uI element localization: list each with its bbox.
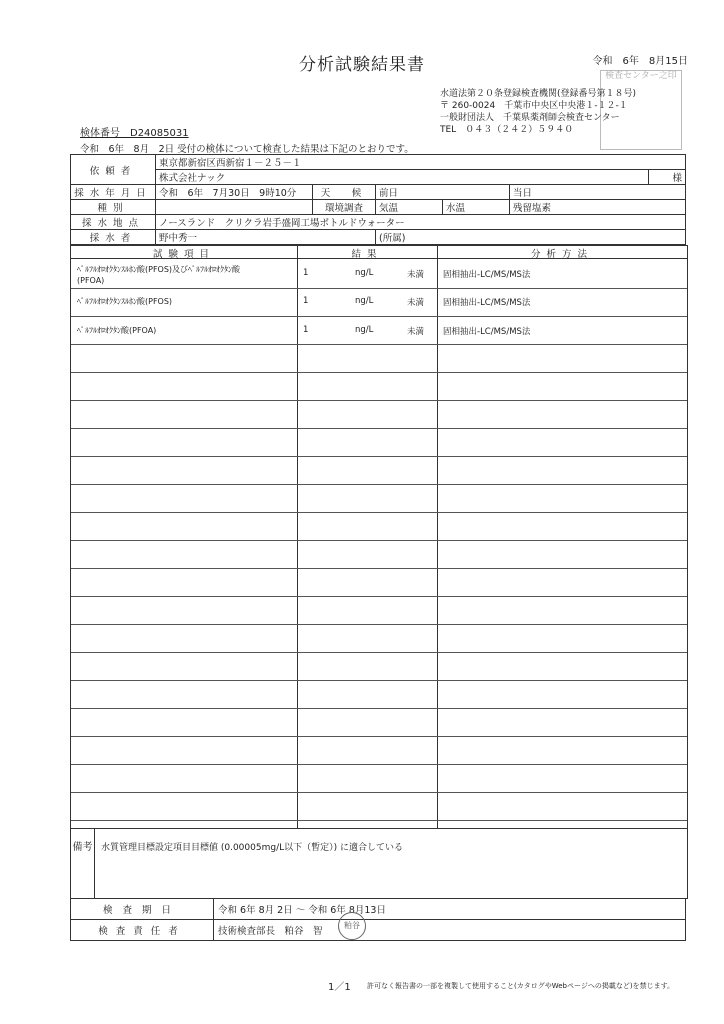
test-item: ﾍﾟﾙﾌﾙｵﾛｵｸﾀﾝｽﾙﾎﾝ酸(PFOS) [77,297,173,306]
method: 固相抽出-LC/MS/MS法 [443,270,531,280]
client-address: 東京都新宿区西新宿１－２５－１ [156,155,686,170]
copy-notice: 許可なく報告書の一部を複製して使用すること(カタログやWebページへの掲載など)を禁じます。 [367,982,675,990]
column-divider [437,246,438,828]
client-label: 依頼者 [71,155,156,185]
water-temp: 水温 [443,200,510,215]
issuer-line: 〒 260-0024 千葉市中央区中央港１-１２-１ [440,101,628,111]
test-item: ﾍﾟﾙﾌﾙｵﾛｵｸﾀﾝ酸(PFOA) [77,326,157,335]
row-rule [71,820,687,821]
remarks-label: 備考 [71,828,95,898]
remarks-text: 水質管理目標設定項目目標値 (0.00005mg/L以下（暫定）) に適合している [101,843,403,853]
responsible: 技術検査部長 粕谷 智 [214,920,686,941]
type-value [156,200,313,215]
footer-table [70,898,686,941]
sample-info-table [70,154,686,245]
organization-stamp: 検査センター之印 [600,70,682,150]
row-rule [71,568,687,569]
row-rule [71,596,687,597]
client-name: 株式会社ナック [156,170,649,185]
period-label: 検査期日 [71,899,214,920]
period: 令和 6年 8月 2日 ～ 令和 6年 8月13日 [214,899,686,920]
intro-text: 令和 6年 8月 2日 受付の検体について検査した結果は下記のとおりです。 [80,144,414,155]
row-rule [71,540,687,541]
method: 固相抽出-LC/MS/MS法 [443,298,531,308]
column-divider [297,246,298,828]
header-method: 分析方法 [437,246,687,259]
row-rule [71,484,687,485]
test-item: ﾍﾟﾙﾌﾙｵﾛｵｸﾀﾝｽﾙﾎﾝ酸(PFOS)及びﾍﾟﾙﾌﾙｵﾛｵｸﾀﾝ酸 (PFOA) [77,265,241,285]
issuer-line: TEL ０４３（２４２）５９４０ [440,125,574,135]
row-rule [71,372,687,373]
row-rule [71,764,687,765]
header-result: 結果 [297,246,437,259]
sampler: 野中秀一 [156,230,376,245]
row-rule [71,512,687,513]
personal-seal: 粕谷 [338,912,366,940]
issuer-block [440,88,636,136]
env-label: 環境調査 [313,200,376,215]
client-suffix: 様 [649,170,686,185]
row-rule [71,624,687,625]
row-rule [71,708,687,709]
affiliation: (所属) [376,230,686,245]
row-rule [71,288,687,289]
row-rule [71,400,687,401]
method: 固相抽出-LC/MS/MS法 [443,327,531,337]
today: 当日 [510,185,686,200]
location-label: 採水地点 [71,215,156,230]
sample-date-label: 採水年月日 [71,185,156,200]
sampler-label: 採水者 [71,230,156,245]
air-temp: 気温 [376,200,443,215]
prev-day: 前日 [376,185,510,200]
row-rule [71,680,687,681]
row-rule [71,736,687,737]
issue-date: 令和 6年 8月15日 [592,56,688,67]
result-unit: ng/L [355,325,374,335]
result-flag: 未満 [407,327,425,337]
row-rule [71,792,687,793]
result-value: 1 [303,325,309,335]
row-rule [71,456,687,457]
type-label: 種別 [71,200,156,215]
results-table [70,245,688,829]
row-rule [71,316,687,317]
result-flag: 未満 [407,270,425,280]
weather-label: 天 候 [313,185,376,200]
row-rule [71,344,687,345]
row-rule [71,652,687,653]
row-rule [71,428,687,429]
issuer-line: 一般財団法人 千葉県薬剤師会検査センター [440,113,620,123]
location: ノースランド クリクラ岩手盛岡工場ボトルドウォーター [156,215,686,230]
header-test-item: 試験項目 [71,246,297,259]
issuer-line: 水道法第２０条登録検査機関(登録番号第１８号) [440,89,637,99]
sample-date: 令和 6年 7月30日 9時10分 [156,185,313,200]
residual-chlorine: 残留塩素 [510,200,686,215]
result-value: 1 [303,268,309,278]
responsible-label: 検査責任者 [71,920,214,941]
result-unit: ng/L [355,268,374,278]
remarks-box [70,828,688,899]
result-value: 1 [303,296,309,306]
result-unit: ng/L [355,296,374,306]
sample-number: 検体番号 D24085031 [80,128,189,139]
page-number: 1／1 [328,982,351,993]
document-title: 分析試験結果書 [299,55,425,75]
result-flag: 未満 [407,298,425,308]
